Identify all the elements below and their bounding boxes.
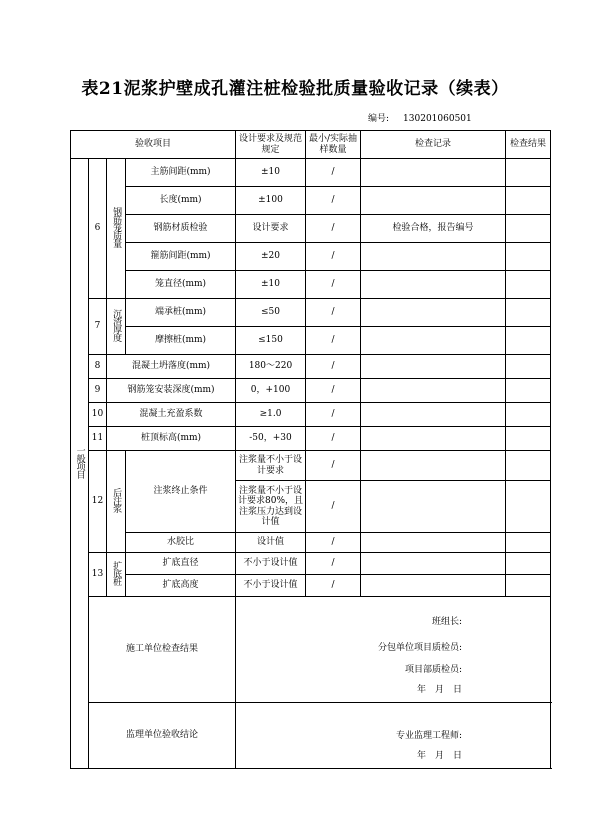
result-cell bbox=[506, 327, 551, 355]
group-label: 沉渣厚度 bbox=[107, 299, 126, 355]
result-cell bbox=[506, 271, 551, 299]
record-cell bbox=[361, 327, 506, 355]
project-inspector-label: 项目部质检员: bbox=[404, 665, 463, 675]
table-row bbox=[71, 159, 551, 187]
design-value: 设计要求 bbox=[236, 215, 306, 243]
sample-value: / bbox=[306, 355, 361, 379]
sample-value: / bbox=[306, 403, 361, 427]
supervision-label: 监理单位验收结论 bbox=[89, 703, 236, 769]
document-code bbox=[368, 111, 486, 124]
design-value: ≤150 bbox=[236, 327, 306, 355]
record-cell bbox=[361, 403, 506, 427]
row-number: 9 bbox=[89, 379, 107, 403]
table-row bbox=[71, 271, 551, 299]
table-row bbox=[71, 187, 551, 215]
item-name: 桩顶标高(mm) bbox=[107, 427, 236, 451]
design-value: ±100 bbox=[236, 187, 306, 215]
supervision-signature-area bbox=[236, 703, 551, 769]
code-label: 编号: bbox=[368, 114, 390, 124]
header-result: 检查结果 bbox=[506, 131, 551, 159]
sample-value: / bbox=[306, 243, 361, 271]
table-row bbox=[71, 327, 551, 355]
design-value: ≤50 bbox=[236, 299, 306, 327]
item-name: 注浆终止条件 bbox=[126, 451, 236, 533]
group-label: 钢筋笼质量 bbox=[107, 159, 126, 299]
record-cell bbox=[361, 299, 506, 327]
table-row bbox=[71, 215, 551, 243]
table-row bbox=[71, 243, 551, 271]
page-title: 表21泥浆护壁成孔灌注桩检验批质量验收记录（续表） bbox=[81, 79, 509, 99]
record-cell: 检验合格，报告编号 bbox=[361, 215, 506, 243]
header-sample: 最小/实际抽样数量 bbox=[306, 131, 361, 159]
construction-row bbox=[71, 597, 551, 703]
result-cell bbox=[506, 553, 551, 575]
result-cell bbox=[506, 355, 551, 379]
table-row bbox=[71, 451, 551, 481]
item-name: 混凝土充盈系数 bbox=[107, 403, 236, 427]
record-cell bbox=[361, 271, 506, 299]
design-value: 0，+100 bbox=[236, 379, 306, 403]
result-cell bbox=[506, 187, 551, 215]
table-row bbox=[71, 379, 551, 403]
row-number: 8 bbox=[89, 355, 107, 379]
table-row bbox=[71, 299, 551, 327]
header-design: 设计要求及规范规定 bbox=[236, 131, 306, 159]
design-value: 不小于设计值 bbox=[236, 553, 306, 575]
sample-value: / bbox=[306, 533, 361, 553]
item-name: 扩底直径 bbox=[126, 553, 236, 575]
item-name: 主筋间距(mm) bbox=[126, 159, 236, 187]
sample-value: / bbox=[306, 481, 361, 533]
record-cell bbox=[361, 451, 506, 481]
sample-value: / bbox=[306, 379, 361, 403]
group-label: 扩底桩 bbox=[107, 553, 126, 597]
design-value: 设计值 bbox=[236, 533, 306, 553]
sample-value: / bbox=[306, 427, 361, 451]
sample-value: / bbox=[306, 271, 361, 299]
record-cell bbox=[361, 187, 506, 215]
result-cell bbox=[506, 243, 551, 271]
row-number: 11 bbox=[89, 427, 107, 451]
design-value: -50，+30 bbox=[236, 427, 306, 451]
header-item: 验收项目 bbox=[71, 131, 236, 159]
sample-value: / bbox=[306, 187, 361, 215]
supervision-engineer-label: 专业监理工程师: bbox=[395, 731, 463, 741]
result-cell bbox=[506, 451, 551, 481]
table-row bbox=[71, 355, 551, 379]
record-cell bbox=[361, 575, 506, 597]
design-value: 注浆量不小于设计要求 bbox=[236, 451, 306, 481]
record-cell bbox=[361, 355, 506, 379]
supervision-date: 年 月 日 bbox=[417, 751, 463, 761]
design-value: ±20 bbox=[236, 243, 306, 271]
row-number: 10 bbox=[89, 403, 107, 427]
result-cell bbox=[506, 215, 551, 243]
sample-value: / bbox=[306, 575, 361, 597]
group-number: 13 bbox=[89, 553, 107, 597]
group-number: 6 bbox=[89, 159, 107, 299]
design-value: 不小于设计值 bbox=[236, 575, 306, 597]
record-cell bbox=[361, 243, 506, 271]
sub-inspector-label: 分包单位项目质检员: bbox=[377, 643, 463, 653]
design-value: 180～220 bbox=[236, 355, 306, 379]
table-row bbox=[71, 533, 551, 553]
design-value: ≥1.0 bbox=[236, 403, 306, 427]
sample-value: / bbox=[306, 215, 361, 243]
group-number: 7 bbox=[89, 299, 107, 355]
group-label: 后注浆 bbox=[107, 451, 126, 553]
result-cell bbox=[506, 481, 551, 533]
item-name: 水胶比 bbox=[126, 533, 236, 553]
result-cell bbox=[506, 159, 551, 187]
item-name: 长度(mm) bbox=[126, 187, 236, 215]
table-row bbox=[71, 575, 551, 597]
record-cell bbox=[361, 553, 506, 575]
item-name: 摩擦桩(mm) bbox=[126, 327, 236, 355]
item-name: 笼直径(mm) bbox=[126, 271, 236, 299]
record-cell bbox=[361, 379, 506, 403]
construction-label: 施工单位检查结果 bbox=[89, 597, 236, 703]
table-row bbox=[71, 553, 551, 575]
design-value: ±10 bbox=[236, 159, 306, 187]
result-cell bbox=[506, 403, 551, 427]
sample-value: / bbox=[306, 159, 361, 187]
item-name: 端承桩(mm) bbox=[126, 299, 236, 327]
header-record: 检查记录 bbox=[361, 131, 506, 159]
design-value: ±10 bbox=[236, 271, 306, 299]
result-cell bbox=[506, 533, 551, 553]
construction-date: 年 月 日 bbox=[417, 685, 463, 695]
record-cell bbox=[361, 427, 506, 451]
result-cell bbox=[506, 575, 551, 597]
item-name: 钢筋笼安装深度(mm) bbox=[107, 379, 236, 403]
construction-signature-area bbox=[236, 597, 551, 703]
group-number: 12 bbox=[89, 451, 107, 553]
sample-value: / bbox=[306, 299, 361, 327]
section-general: 一般项目 bbox=[71, 159, 89, 769]
result-cell bbox=[506, 427, 551, 451]
item-name: 箍筋间距(mm) bbox=[126, 243, 236, 271]
item-name: 混凝土坍落度(mm) bbox=[107, 355, 236, 379]
sample-value: / bbox=[306, 327, 361, 355]
design-value: 注浆量不小于设计要求80%，且注浆压力达到设计值 bbox=[236, 481, 306, 533]
sample-value: / bbox=[306, 451, 361, 481]
team-leader-label: 班组长: bbox=[431, 617, 463, 627]
record-cell bbox=[361, 533, 506, 553]
record-cell bbox=[361, 159, 506, 187]
supervision-row bbox=[71, 703, 551, 769]
item-name: 扩底高度 bbox=[126, 575, 236, 597]
code-value: 130201060501 bbox=[403, 114, 472, 124]
record-cell bbox=[361, 481, 506, 533]
item-name: 钢筋材质检验 bbox=[126, 215, 236, 243]
table-row bbox=[71, 403, 551, 427]
sample-value: / bbox=[306, 553, 361, 575]
table-row bbox=[71, 427, 551, 451]
result-cell bbox=[506, 379, 551, 403]
inspection-table bbox=[70, 130, 551, 769]
result-cell bbox=[506, 299, 551, 327]
header-row bbox=[71, 131, 551, 159]
